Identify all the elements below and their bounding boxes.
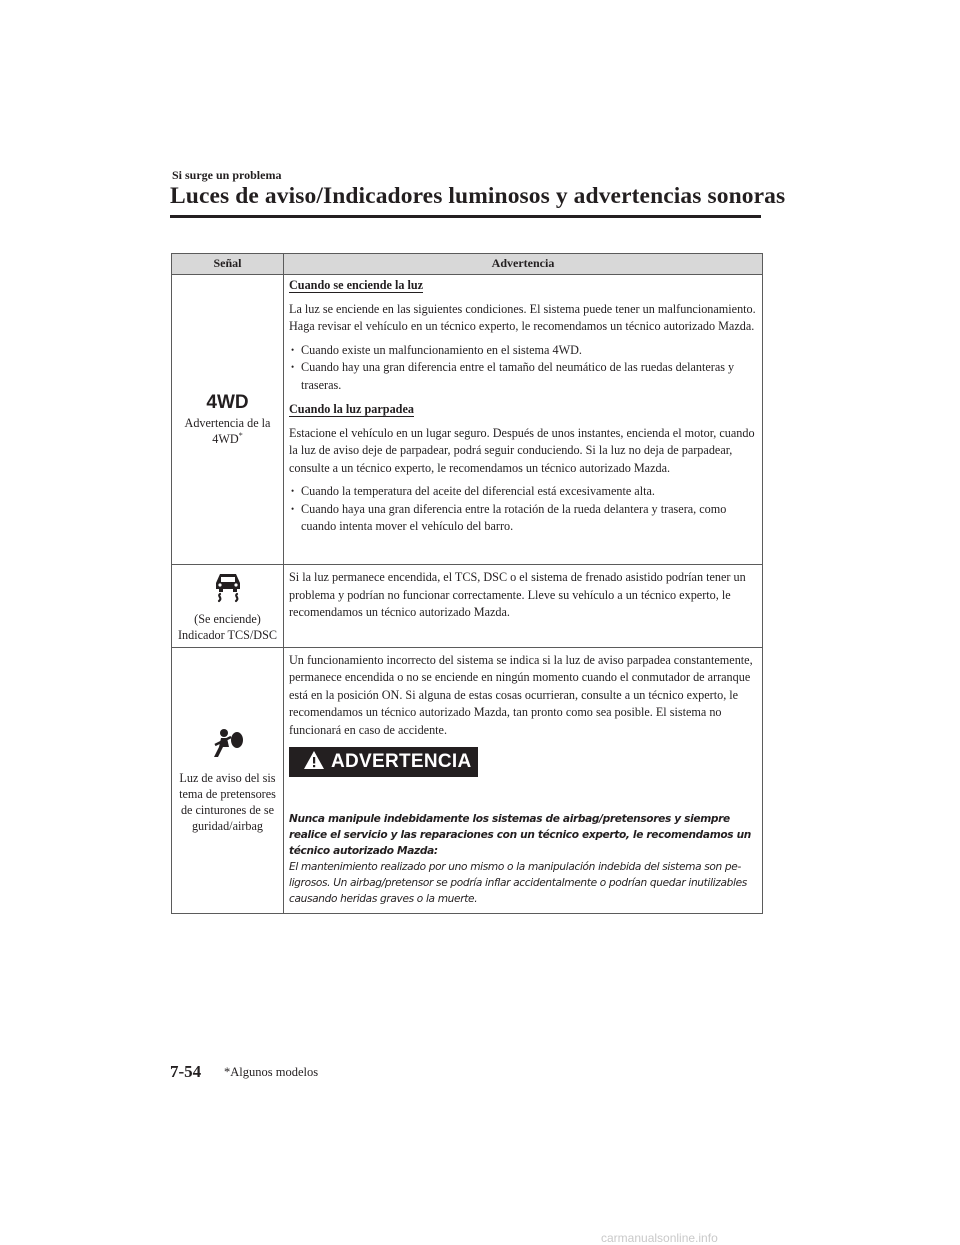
watermark: carmanualsonline.info — [601, 1231, 718, 1245]
signal-label-line: tema de pretensores — [179, 787, 276, 801]
signal-label-line: guridad/airbag — [191, 819, 264, 833]
footnote: *Algunos modelos — [224, 1065, 319, 1079]
paragraph: Estacione el vehículo en un lugar seguro. Después de unos instantes, encienda el motor, cuando la luz de aviso deje de parpadear, podrá seguir conduciendo. Si la luz no deja de parpadear, consulte a un técnico experto, le recomendamos un técnico autorizado Mazda. — [289, 425, 755, 475]
warning-table — [171, 253, 763, 914]
table-row-tcs — [172, 565, 763, 648]
bullet-list — [289, 483, 758, 536]
warning-label: ADVERTENCIA — [331, 751, 472, 773]
signal-cell-airbag — [172, 647, 284, 914]
warning-triangle-icon — [303, 750, 325, 774]
signal-label-line: 4WD — [212, 431, 239, 446]
signal-label-line: Luz de aviso del sis — [179, 771, 276, 785]
description-cell-airbag — [284, 647, 763, 914]
page-title: Luces de aviso/Indicadores luminosos y advertencias sonoras — [170, 183, 786, 209]
header-signal: Señal — [172, 254, 284, 275]
subheading-light-flashing: Cuando la luz parpadea — [289, 402, 414, 416]
footnote-marker: * — [238, 430, 243, 440]
tcs-dsc-icon — [174, 571, 281, 609]
paragraph: Un funcionamiento incorrecto del sistema se indica si la luz de aviso parpadea constantemente, permanece encendida o no se enciende en ningún momento cuando el conmutador de arranque está en la posición ON. Si alguna de estas cosas ocurrieran, consulte a un técnico experto, le recomendamos un técnico autorizado Mazda, tan pronto como sea posible. El sistema no funcionará en caso de accidente. — [289, 652, 753, 737]
airbag-icon — [174, 727, 281, 765]
description-cell-tcs — [284, 565, 763, 648]
section-label: Si surge un problema — [172, 168, 282, 182]
paragraph: La luz se enciende en las siguientes condiciones. El sistema puede tener un malfuncionamiento. Haga revisar el vehículo en un técnico experto, le recomendamos un técnico autorizado Mazda. — [289, 301, 756, 333]
warning-body-text: El mantenimiento realizado por uno mismo o la manipulación indebida del sistema son peligrosos. Un airbag/pretensor se podría inflar accidentalmente o podrían quedar inutilizables causando heridas graves o la muerte. — [289, 861, 747, 905]
signal-label-line: Advertencia de la — [184, 415, 271, 430]
subheading-light-on: Cuando se enciende la luz — [289, 278, 424, 292]
signal-label-line: (Se enciende) — [194, 611, 261, 626]
warning-bold-text: Nunca manipule indebidamente los sistemas de airbag/pretensores y siempre realice el servicio y las reparaciones con un técnico experto, le recomendamos un técnico autorizado Mazda: — [289, 813, 751, 857]
description-cell-4wd — [284, 275, 763, 565]
header-warning: Advertencia — [284, 254, 763, 275]
paragraph: Si la luz permanece encendida, el TCS, DSC o el sistema de frenado asistido podrían tener un problema y podrían no funcionar correctamente. Lleve su vehículo a un técnico experto, le recomendamos un técnico autorizado Mazda. — [289, 570, 746, 619]
table-row-4wd — [172, 275, 763, 565]
signal-label-line: Indicador TCS/DSC — [178, 627, 277, 642]
title-rule — [170, 215, 761, 218]
signal-cell-tcs — [172, 565, 284, 648]
signal-cell-4wd — [172, 275, 284, 565]
list-item: • Cuando hay una gran diferencia entre el tamaño del neumático de las ruedas delanteras y traseras. — [301, 359, 758, 394]
signal-label-line: de cinturones de se — [180, 803, 275, 817]
warning-banner — [289, 747, 478, 777]
list-item: • Cuando la temperatura del aceite del diferencial está excesivamente alta. — [301, 483, 758, 501]
list-item: • Cuando existe un malfuncionamiento en el sistema 4WD. — [301, 342, 758, 360]
bullet-list — [289, 342, 758, 395]
4wd-icon: 4WD — [206, 391, 249, 413]
table-row-airbag — [172, 647, 763, 914]
page-number: 7-54 — [170, 1062, 202, 1081]
list-item: • Cuando haya una gran diferencia entre la rotación de la rueda delantera y trasera, como cuando intenta mover el vehículo del barro. — [301, 501, 758, 536]
